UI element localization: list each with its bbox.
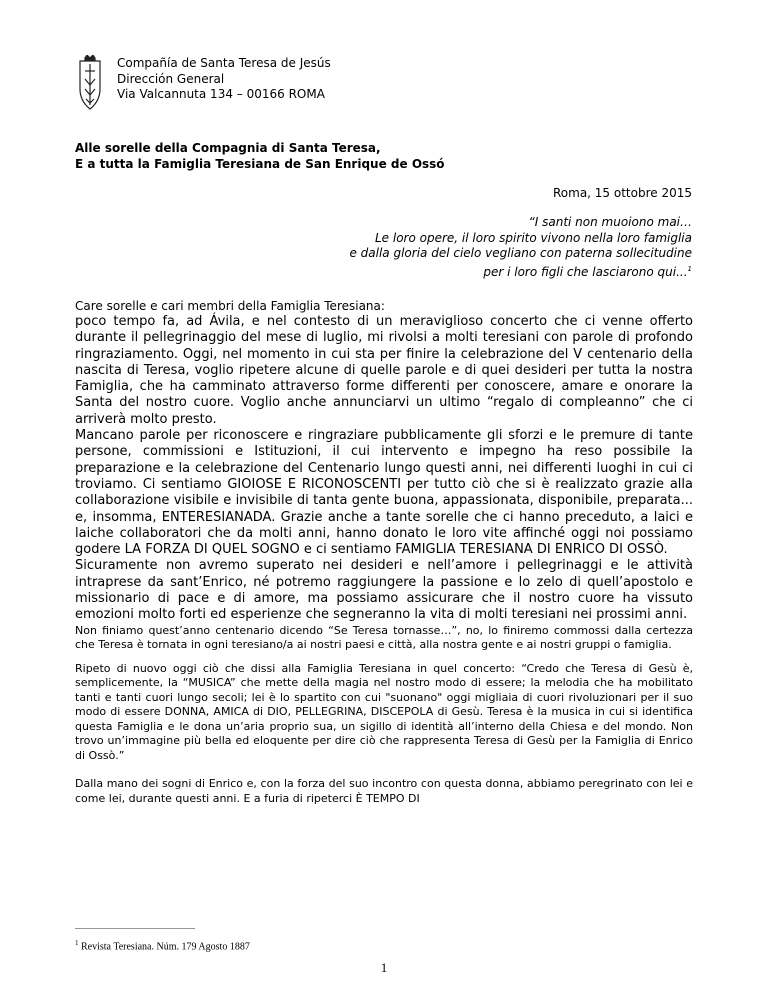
epigraph-quote bbox=[349, 215, 692, 280]
paragraph-6: Dalla mano dei sogni di Enrico e, con la forza del suo incontro con questa donna, abbiamo peregrinato con lei e come lei, durante questi anni. E a furia di ripeterci È TEMPO DI bbox=[75, 777, 693, 805]
letter-date: Roma, 15 ottobre 2015 bbox=[552, 186, 692, 200]
org-address: Via Valcannuta 134 – 00166 ROMA bbox=[117, 87, 325, 101]
footnote-text: Revista Teresiana. Núm. 179 Agosto 1887 bbox=[81, 941, 250, 953]
recipients-line-2: E a tutta la Famiglia Teresiana de San Enrique de Ossó bbox=[75, 156, 445, 171]
epigraph-line-1: “I santi non muoiono mai… bbox=[528, 215, 692, 229]
recipients bbox=[75, 141, 445, 172]
epigraph-line-3: e dalla gloria del cielo vegliano con paterna sollecitudine bbox=[349, 246, 692, 260]
company-seal-logo bbox=[77, 55, 103, 111]
paragraph-5: Ripeto di nuovo oggi ciò che dissi alla Famiglia Teresiana in quel concerto: “Credo che Teresa di Gesù è, semplicemente, la “MUSICA” che mette della magia nel nostro modo di essere; la melodia che ha mobilitato tanti e tanti cuori lungo secoli; lei è lo spartito con cui "suonano" oggi migliaia di cuori rivoluzionari per il suo modo di essere DONNA, AMICA di DIO, PELLEGRINA, DISCEPOLA di Gesù. Teresa è la musica in cui si identifica questa Famiglia e le dona un’aria proprio sua, un sigillo di identità all’interno della Chiesa e del mondo. Non trovo un’immagine più bella ed eloquente per dire ciò che rappresenta Teresa di Gesù per la Famiglia di Enrico di Ossò.” bbox=[75, 661, 693, 762]
greeting: Care sorelle e cari membri della Famiglia Teresiana: bbox=[75, 299, 385, 313]
paragraph-3: Sicuramente non avremo superato nei desideri e nell’amore i pellegrinaggi e le attività intraprese da sant’Enrico, né potremo raggiungere la passione e lo zelo di quell’apostolo e missionario di pace e di amore, ma possiamo assicurare che il nostro cuore ha vissuto emozioni molto forti ed esperienze che segneranno la vita di molti teresiani nei prossimi anni. bbox=[75, 558, 693, 623]
recipients-line-1: Alle sorelle della Compagnia di Santa Teresa, bbox=[75, 141, 381, 155]
epigraph-line-4: per i loro figli che lasciarono qui... bbox=[483, 264, 688, 279]
paragraph-4: Non finiamo quest’anno centenario dicendo “Se Teresa tornasse…”, no, lo finiremo commossi dalla certezza che Teresa è tornata in ogni teresiano/a ai nostri paesi e città, alla nostra gente e ai nostri gruppi o famiglia. bbox=[75, 623, 693, 652]
footnote-reference: 1 bbox=[687, 264, 692, 273]
paragraph-2: Mancano parole per riconoscere e ringraziare pubblicamente gli sforzi e le premure di tante persone, commissioni e Istituzioni, il cui intervento e impegno ha reso possibile la preparazione e la celebrazione del Centenario lungo questi anni, nei differenti luoghi in cui ci troviamo. Ci sentiamo GIOIOSE E RICONOSCENTI per tutto ciò che si è realizzato grazie alla collaborazione visibile e invisibile di tanta gente buona, appassionata, disponibile, preparata... e, insomma, ENTERESIANADA. Grazie anche a tante sorelle che ci hanno preceduto, a laici e laiche collaboratori che da molti anni, hanno donato le loro vite affinché oggi noi possiamo godere LA FORZA DI QUEL SOGNO e ci sentiamo FAMIGLIA TERESIANA DI ENRICO DI OSSÒ. bbox=[75, 428, 693, 558]
footnote-mark: 1 bbox=[75, 939, 79, 947]
org-name: Compañía de Santa Teresa de Jesús bbox=[117, 56, 331, 70]
letter-body bbox=[75, 299, 693, 806]
org-department: Dirección General bbox=[117, 71, 225, 86]
page-number: 1 bbox=[380, 960, 388, 975]
paragraph-1: poco tempo fa, ad Ávila, e nel contesto di un meraviglioso concerto che ci venne offerto durante il pellegrinaggio del mese di luglio, mi rivolsi a molti teresiani con parole di profondo ringraziamento. Oggi, nel momento in cui sta per finire la celebrazione del V centenario della nascita di Teresa, voglio ripetere alcune di quelle parole e di quei desideri per tutta la nostra Famiglia, che ha camminato attraverso forme differenti per conoscere, amare e onorare la Santa del nostro cuore. Voglio anche annunciarvi un ultimo “regalo di compleanno” che ci arriverà molto presto. bbox=[75, 314, 693, 427]
footnote bbox=[75, 939, 250, 952]
epigraph-line-2: Le loro opere, il loro spirito vivono nella loro famiglia bbox=[375, 230, 692, 245]
footnote-separator bbox=[75, 928, 195, 929]
organization-header bbox=[117, 56, 331, 103]
